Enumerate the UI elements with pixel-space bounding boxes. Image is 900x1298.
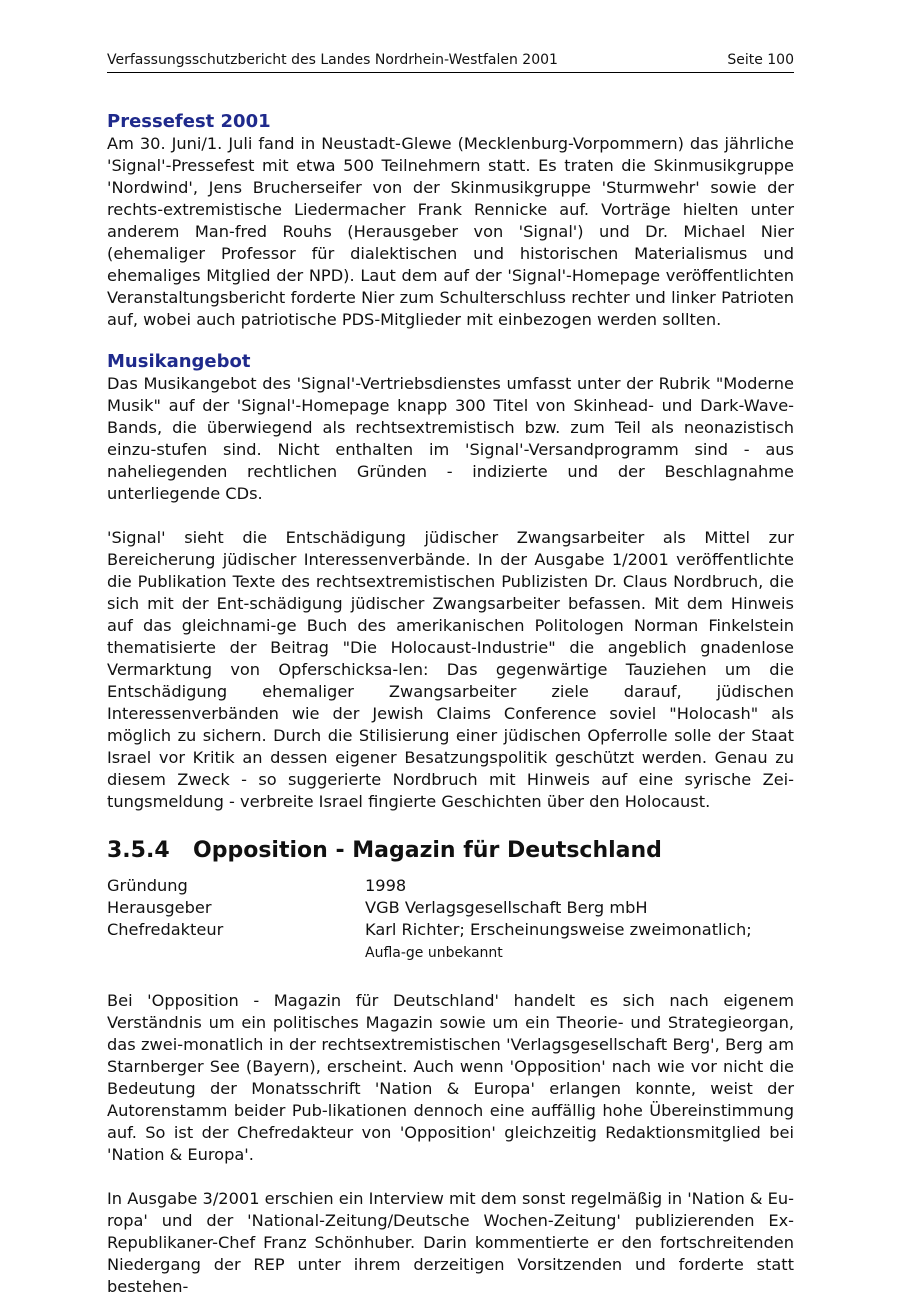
chapter-number: 3.5.4 [107,838,170,863]
section-musikangebot [107,351,794,813]
info-row [107,919,794,964]
paragraph: Bei 'Opposition - Magazin für Deutschland' handelt es sich nach eigenem Verständnis um ein politisches Magazin sowie um ein Theorie- und Strategieorgan, das zwei-monatlich in der rechtsextremistischen 'Verlagsgesellschaft Berg', Berg am Starnberger See (Bayern), erscheint. Auch wenn 'Opposition' nach wie vor nicht die Bedeutung der Monatsschrift 'Nation & Europa' erlangen konnte, weist der Autorenstamm beider Pub-likationen dennoch eine auffällig hohe Übereinstimmung auf. So ist der Chefredakteur von 'Opposition' gleichzeitig Redaktionsmitglied bei 'Nation & Europa'. [107,991,794,1164]
paragraph: 'Signal' sieht die Entschädigung jüdischer Zwangsarbeiter als Mittel zur Bereicherung jüdischer Interessenverbände. In der Ausgabe 1/2001 veröffentlichte die Publikation Texte des rechtsextremistischen Publizisten Dr. Claus Nordbruch, die sich mit der Ent-schädigung jüdischer Zwangsarbeiter befassen. Mit dem Hinweis auf das gleichnami-ge Buch des amerikanischen Politologen Norman Finkelstein thematisierte der Beitrag "Die Holocaust-Industrie" die angeblich gnadenlose Vermarktung von Opferschicksa-len: Das gegenwärtige Tauziehen um die Entschädigung ehemaliger Zwangsarbeiter ziele darauf, jüdischen Interessenverbänden wie der Jewish Claims Conference soviel "Holocash" als möglich zu sichern. Durch die Stilisierung einer jüdischen Opferrolle solle der Staat Israel vor Kritik an dessen eigener Besatzungspolitik geschützt werden. Genau zu diesem Zweck - so suggerierte Nordbruch mit Hinweis auf eine syrische Zei-tungsmeldung - verbreite Israel fingierte Geschichten über den Holocaust. [107,528,794,811]
info-label: Gründung [107,876,188,895]
chapter-heading [107,837,794,865]
info-value: VGB Verlagsgesellschaft Berg mbH [365,898,648,917]
info-value: 1998 [365,876,407,895]
publication-info-table [107,875,794,964]
running-header [107,50,794,73]
info-label: Herausgeber [107,898,212,917]
info-value-wrap [365,919,794,964]
info-value: Karl Richter; Erscheinungsweise zweimonatlich; [365,920,752,939]
page-number: Seite 100 [727,52,794,68]
section-pressefest [107,111,794,331]
info-value-small: Aufla-ge unbekannt [365,945,503,961]
info-row [107,875,794,897]
header-title: Verfassungsschutzbericht des Landes Nordrhein-Westfalen 2001 [107,52,558,68]
paragraph: Das Musikangebot des 'Signal'-Vertriebsdienstes umfasst unter der Rubrik "Moderne Musik" auf der 'Signal'-Homepage knapp 300 Titel von Skinhead- und Dark-Wave-Bands, die überwiegend als rechtsextremistisch bzw. zum Teil als neonazistisch einzu-stufen sind. Nicht enthalten im 'Signal'-Versandprogramm sind - aus naheliegenden rechtlichen Gründen - indizierte und der Beschlagnahme unterliegende CDs. [107,374,794,503]
info-label: Chefredakteur [107,920,224,939]
document-page [107,50,794,1298]
chapter-title: Opposition - Magazin für Deutschland [193,838,662,863]
section-heading-pressefest: Pressefest 2001 [107,111,271,132]
info-row [107,897,794,919]
paragraph: Am 30. Juni/1. Juli fand in Neustadt-Glewe (Mecklenburg-Vorpommern) das jährliche 'Signal'-Pressefest mit etwa 500 Teilnehmern statt. Es traten die Skinmusikgruppe 'Nordwind', Jens Brucherseifer von der Skinmusikgruppe 'Sturmwehr' sowie der rechts-extremistische Liedermacher Frank Rennicke auf. Vorträge hielten unter anderem Man-fred Rouhs (Herausgeber von 'Signal') und Dr. Michael Nier (ehemaliger Professor für dialektischen und historischen Materialismus und ehemaliges Mitglied der NPD). Laut dem auf der 'Signal'-Homepage veröffentlichten Veranstaltungsbericht forderte Nier zum Schulterschluss rechter und linker Patrioten auf, wobei auch patriotische PDS-Mitglieder mit einbezogen werden sollten. [107,134,794,329]
paragraph: In Ausgabe 3/2001 erschien ein Interview mit dem sonst regelmäßig in 'Nation & Eu-ropa' und der 'National-Zeitung/Deutsche Wochen-Zeitung' publizierenden Ex-Republikaner-Chef Franz Schönhuber. Darin kommentierte er den fortschreitenden Niedergang der REP unter ihrem derzeitigen Vorsitzenden und forderte statt bestehen- [107,1189,794,1296]
section-heading-musikangebot: Musikangebot [107,351,251,372]
